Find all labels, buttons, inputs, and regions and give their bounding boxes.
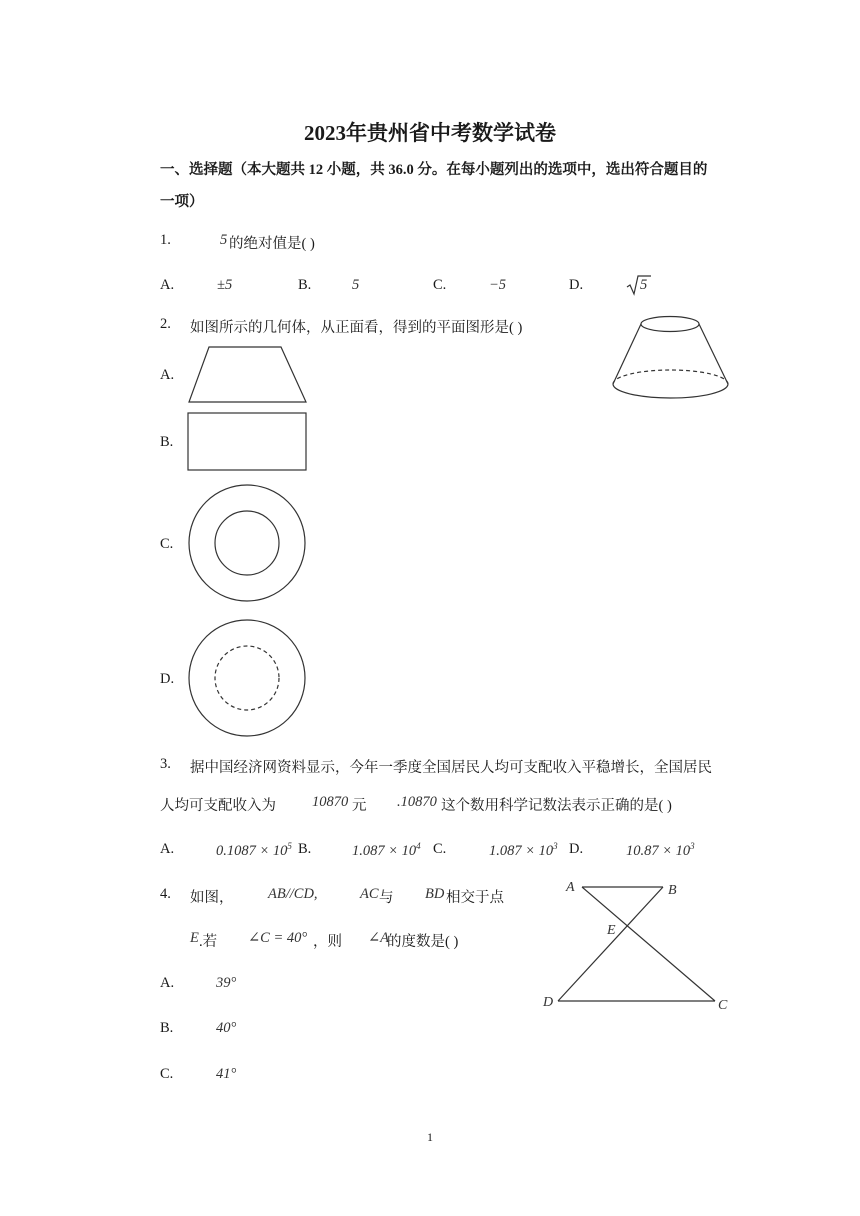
option-value: 41° bbox=[216, 1066, 237, 1082]
math-expression: .10870 bbox=[397, 794, 437, 810]
question-number: 3. bbox=[160, 756, 171, 772]
option-label: B. bbox=[298, 841, 312, 857]
math-expression: ∠A bbox=[368, 930, 390, 946]
trapezoid-shape bbox=[187, 345, 309, 405]
option-label: A. bbox=[160, 367, 175, 383]
option-label: D. bbox=[160, 671, 175, 687]
rectangle-shape bbox=[187, 412, 309, 472]
math-expression: AB//CD, bbox=[268, 886, 318, 902]
option-label: B. bbox=[160, 434, 174, 450]
option-label: B. bbox=[160, 1020, 174, 1036]
point-label-d: D bbox=[543, 995, 554, 1010]
question-text: 的度数是( ) bbox=[387, 934, 459, 950]
question-number: 1. bbox=[160, 232, 171, 248]
sqrt-symbol-icon bbox=[626, 274, 652, 296]
question-number: 4. bbox=[160, 886, 171, 902]
option-label: B. bbox=[298, 277, 312, 293]
option-value: $0.1087 \times 10^5$ bbox=[216, 841, 292, 859]
question-text: 这个数用科学记数法表示正确的是( ) bbox=[441, 798, 672, 814]
option-value: −5 bbox=[489, 277, 507, 293]
option-value: 5 bbox=[352, 277, 360, 293]
question-text: 如图所示的几何体，从正面看，得到的平面图形是( ) bbox=[190, 320, 523, 336]
option-label: A. bbox=[160, 841, 175, 857]
parallel-lines-figure bbox=[538, 876, 738, 1016]
option-label: D. bbox=[569, 841, 584, 857]
math-expression: ∠C = 40° bbox=[248, 930, 308, 946]
question-text: 相交于点 bbox=[446, 890, 504, 906]
question-text: 人均可支配收入为 bbox=[160, 798, 276, 814]
option-value: $10.87 \times 10^3$ bbox=[626, 841, 695, 859]
option-value: $1.087 \times 10^4$ bbox=[352, 841, 421, 859]
page-title: 2023年贵州省中考数学试卷 bbox=[304, 121, 556, 145]
question-text: .若 bbox=[199, 934, 218, 950]
frustum-figure bbox=[610, 314, 732, 404]
question-text: 据中国经济网资料显示，今年一季度全国居民人均可支配收入平稳增长，全国居民 bbox=[190, 760, 712, 776]
math-expression: E bbox=[190, 930, 199, 946]
option-label: C. bbox=[433, 841, 447, 857]
section-header-line1: 一、选择题（本大题共 12 小题，共 36.0 分。在每小题列出的选项中，选出符合题目的 bbox=[160, 162, 708, 178]
dashed-inner-circle-shape bbox=[187, 619, 309, 741]
math-expression: 5 bbox=[220, 232, 228, 248]
math-expression: AC bbox=[360, 886, 379, 902]
option-label: C. bbox=[433, 277, 447, 293]
question-text: 的绝对值是( ) bbox=[229, 236, 315, 252]
point-label-b: B bbox=[668, 883, 677, 898]
math-expression: 10870 bbox=[312, 794, 349, 810]
point-label-e: E bbox=[607, 923, 616, 938]
question-number: 2. bbox=[160, 316, 171, 332]
math-expression: BD bbox=[425, 886, 445, 902]
question-text: 如图， bbox=[190, 890, 234, 906]
option-value: 39° bbox=[216, 975, 237, 991]
concentric-circles-shape bbox=[187, 484, 309, 606]
option-value: ±5 bbox=[217, 277, 233, 293]
question-text: 与 bbox=[379, 890, 394, 906]
point-label-c: C bbox=[718, 998, 728, 1013]
option-value: 40° bbox=[216, 1020, 237, 1036]
point-label-a: A bbox=[566, 880, 575, 895]
page-number: 1 bbox=[427, 1130, 433, 1144]
option-label: D. bbox=[569, 277, 584, 293]
option-label: A. bbox=[160, 975, 175, 991]
option-value: $1.087 \times 10^3$ bbox=[489, 841, 558, 859]
option-value: 5 bbox=[640, 277, 648, 293]
option-label: A. bbox=[160, 277, 175, 293]
unit-text: 元 bbox=[352, 798, 367, 814]
question-text: ，则 bbox=[313, 934, 342, 950]
section-header-line2: 一项） bbox=[160, 194, 204, 210]
sqrt-expression bbox=[626, 274, 652, 301]
option-label: C. bbox=[160, 1066, 174, 1082]
option-label: C. bbox=[160, 536, 174, 552]
